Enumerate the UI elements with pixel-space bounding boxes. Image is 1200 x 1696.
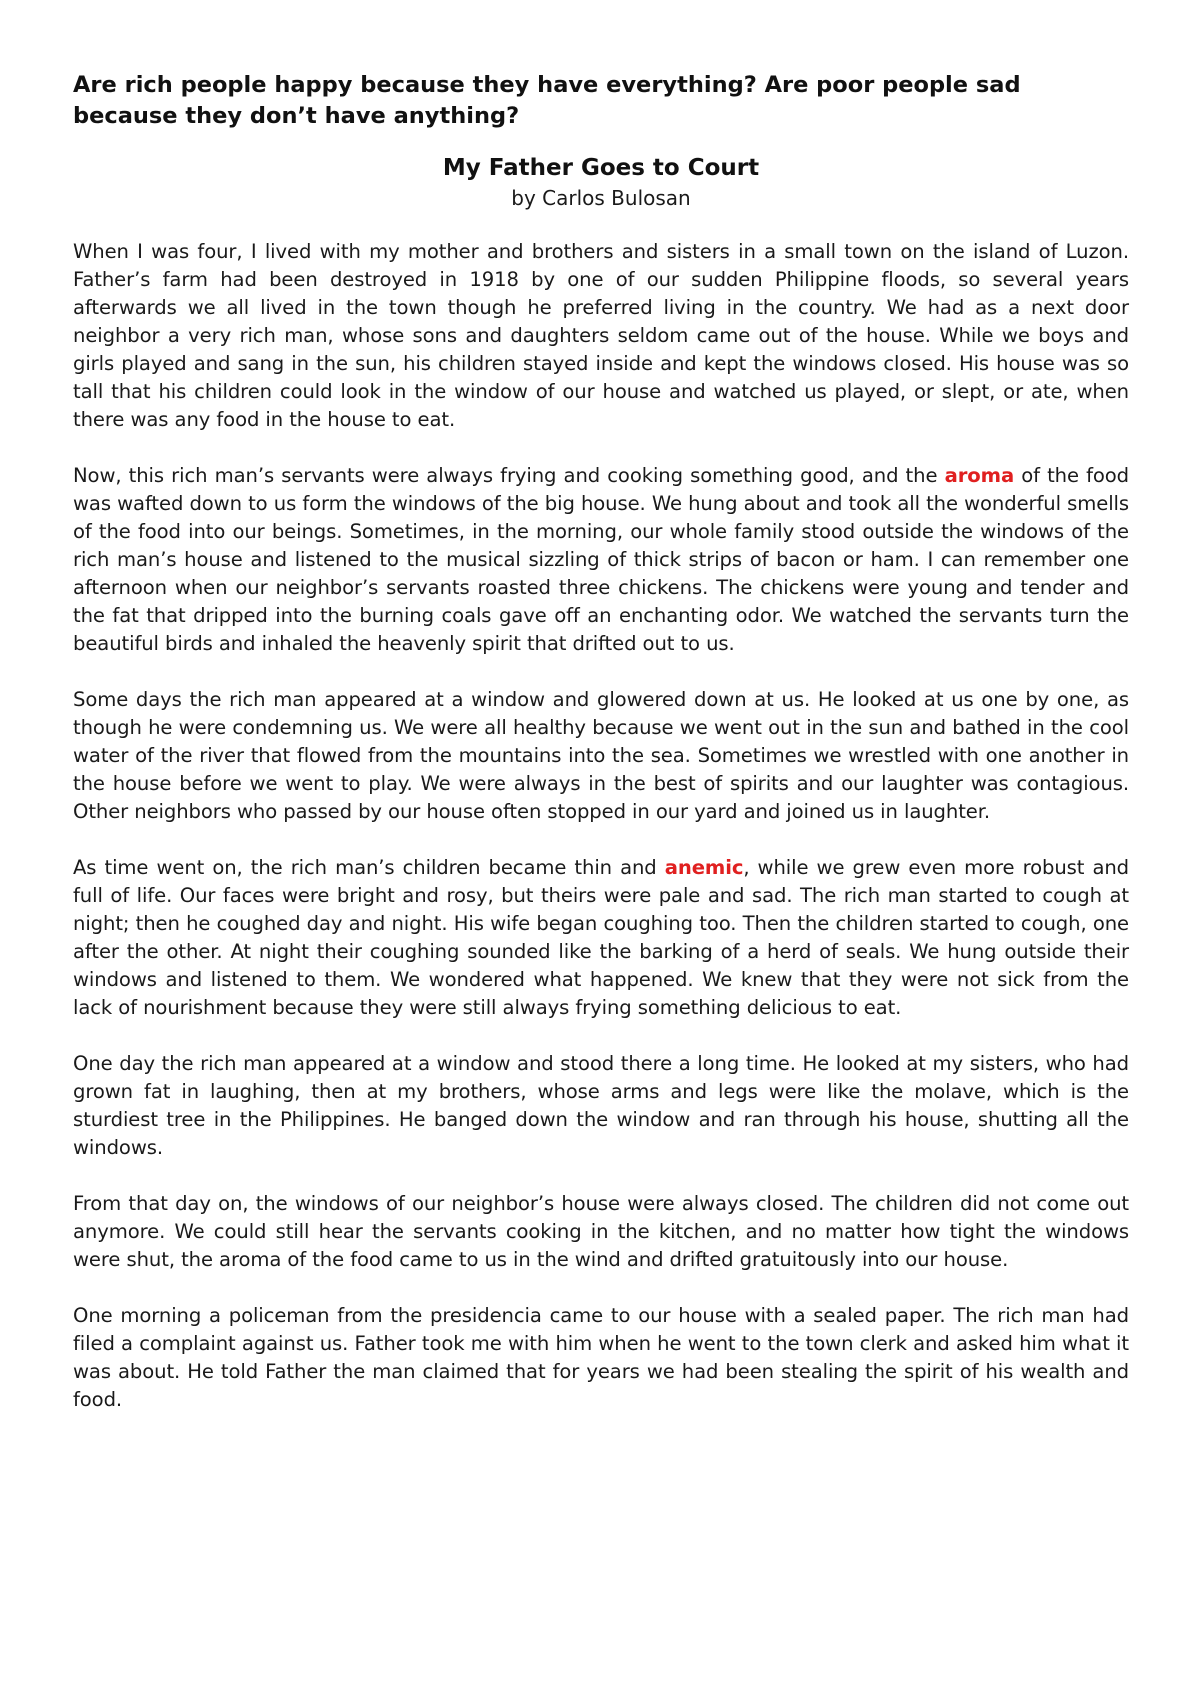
- paragraph-5: One day the rich man appeared at a window and stood there a long time. He looked at my sisters, who had grown fat in laughing, then at my brothers, whose arms and legs were like the molave, which is the sturdiest tree in the Philippines. He banged down the window and ran through his house, shutting all the windows.: [73, 1052, 1129, 1159]
- vocabulary-word-aroma: aroma: [944, 464, 1015, 487]
- paragraph-4-text-before: As time went on, the rich man’s children became thin and: [73, 856, 665, 879]
- document-page: [73, 70, 1129, 1442]
- vocabulary-word-anemic: anemic: [664, 856, 744, 879]
- paragraph-6: From that day on, the windows of our neighbor’s house were always closed. The children did not come out anymore. We could still hear the servants cooking in the kitchen, and no matter how tight the windows were shut, the aroma of the food came to us in the wind and drifted gratuitously into our house.: [73, 1192, 1129, 1271]
- paragraph-2-text-after: of the food was wafted down to us form the windows of the big house. We hung about and took all the wonderful smells of the food into our beings. Sometimes, in the morning, our whole family stood outside the windows of the rich man’s house and listened to the musical sizzling of thick strips of bacon or ham. I can remember one afternoon when our neighbor’s servants roasted three chickens. The chickens were young and tender and the fat that dripped into the burning coals gave off an enchanting odor. We watched the servants turn the beautiful birds and inhaled the heavenly spirit that drifted out to us.: [73, 464, 1129, 655]
- paragraph-2: [73, 462, 1129, 658]
- paragraph-4-text-after: , while we grew even more robust and full of life. Our faces were bright and rosy, but theirs were pale and sad. The rich man started to cough at night; then he coughed day and night. His wife began coughing too. Then the children started to cough, one after the other. At night their coughing sounded like the barking of a herd of seals. We hung outside their windows and listened to them. We wondered what happened. We knew that they were not sick from the lack of nourishment because they were still always frying something delicious to eat.: [73, 856, 1130, 1019]
- intro-question: Are rich people happy because they have everything? Are poor people sad because they don’t have anything?: [73, 72, 1021, 129]
- paragraph-3: Some days the rich man appeared at a window and glowered down at us. He looked at us one by one, as though he were condemning us. We were all healthy because we went out in the sun and bathed in the cool water of the river that flowed from the mountains into the sea. Sometimes we wrestled with one another in the house before we went to play. We were always in the best of spirits and our laughter was contagious. Other neighbors who passed by our house often stopped in our yard and joined us in laughter.: [73, 688, 1129, 823]
- story-title: My Father Goes to Court: [442, 155, 760, 181]
- story-byline: by Carlos Bulosan: [511, 186, 691, 210]
- paragraph-4: [73, 854, 1129, 1022]
- paragraph-1: When I was four, I lived with my mother and brothers and sisters in a small town on the island of Luzon. Father’s farm had been destroyed in 1918 by one of our sudden Philippine floods, so several years afterwards we all lived in the town though he preferred living in the country. We had as a next door neighbor a very rich man, whose sons and daughters seldom came out of the house. While we boys and girls played and sang in the sun, his children stayed inside and kept the windows closed. His house was so tall that his children could look in the window of our house and watched us played, or slept, or ate, when there was any food in the house to eat.: [73, 240, 1129, 431]
- paragraph-2-text-before: Now, this rich man’s servants were always frying and cooking something good, and the: [73, 464, 945, 487]
- paragraph-7: One morning a policeman from the presidencia came to our house with a sealed paper. The rich man had filed a complaint against us. Father took me with him when he went to the town clerk and asked him what it was about. He told Father the man claimed that for years we had been stealing the spirit of his wealth and food.: [73, 1304, 1129, 1411]
